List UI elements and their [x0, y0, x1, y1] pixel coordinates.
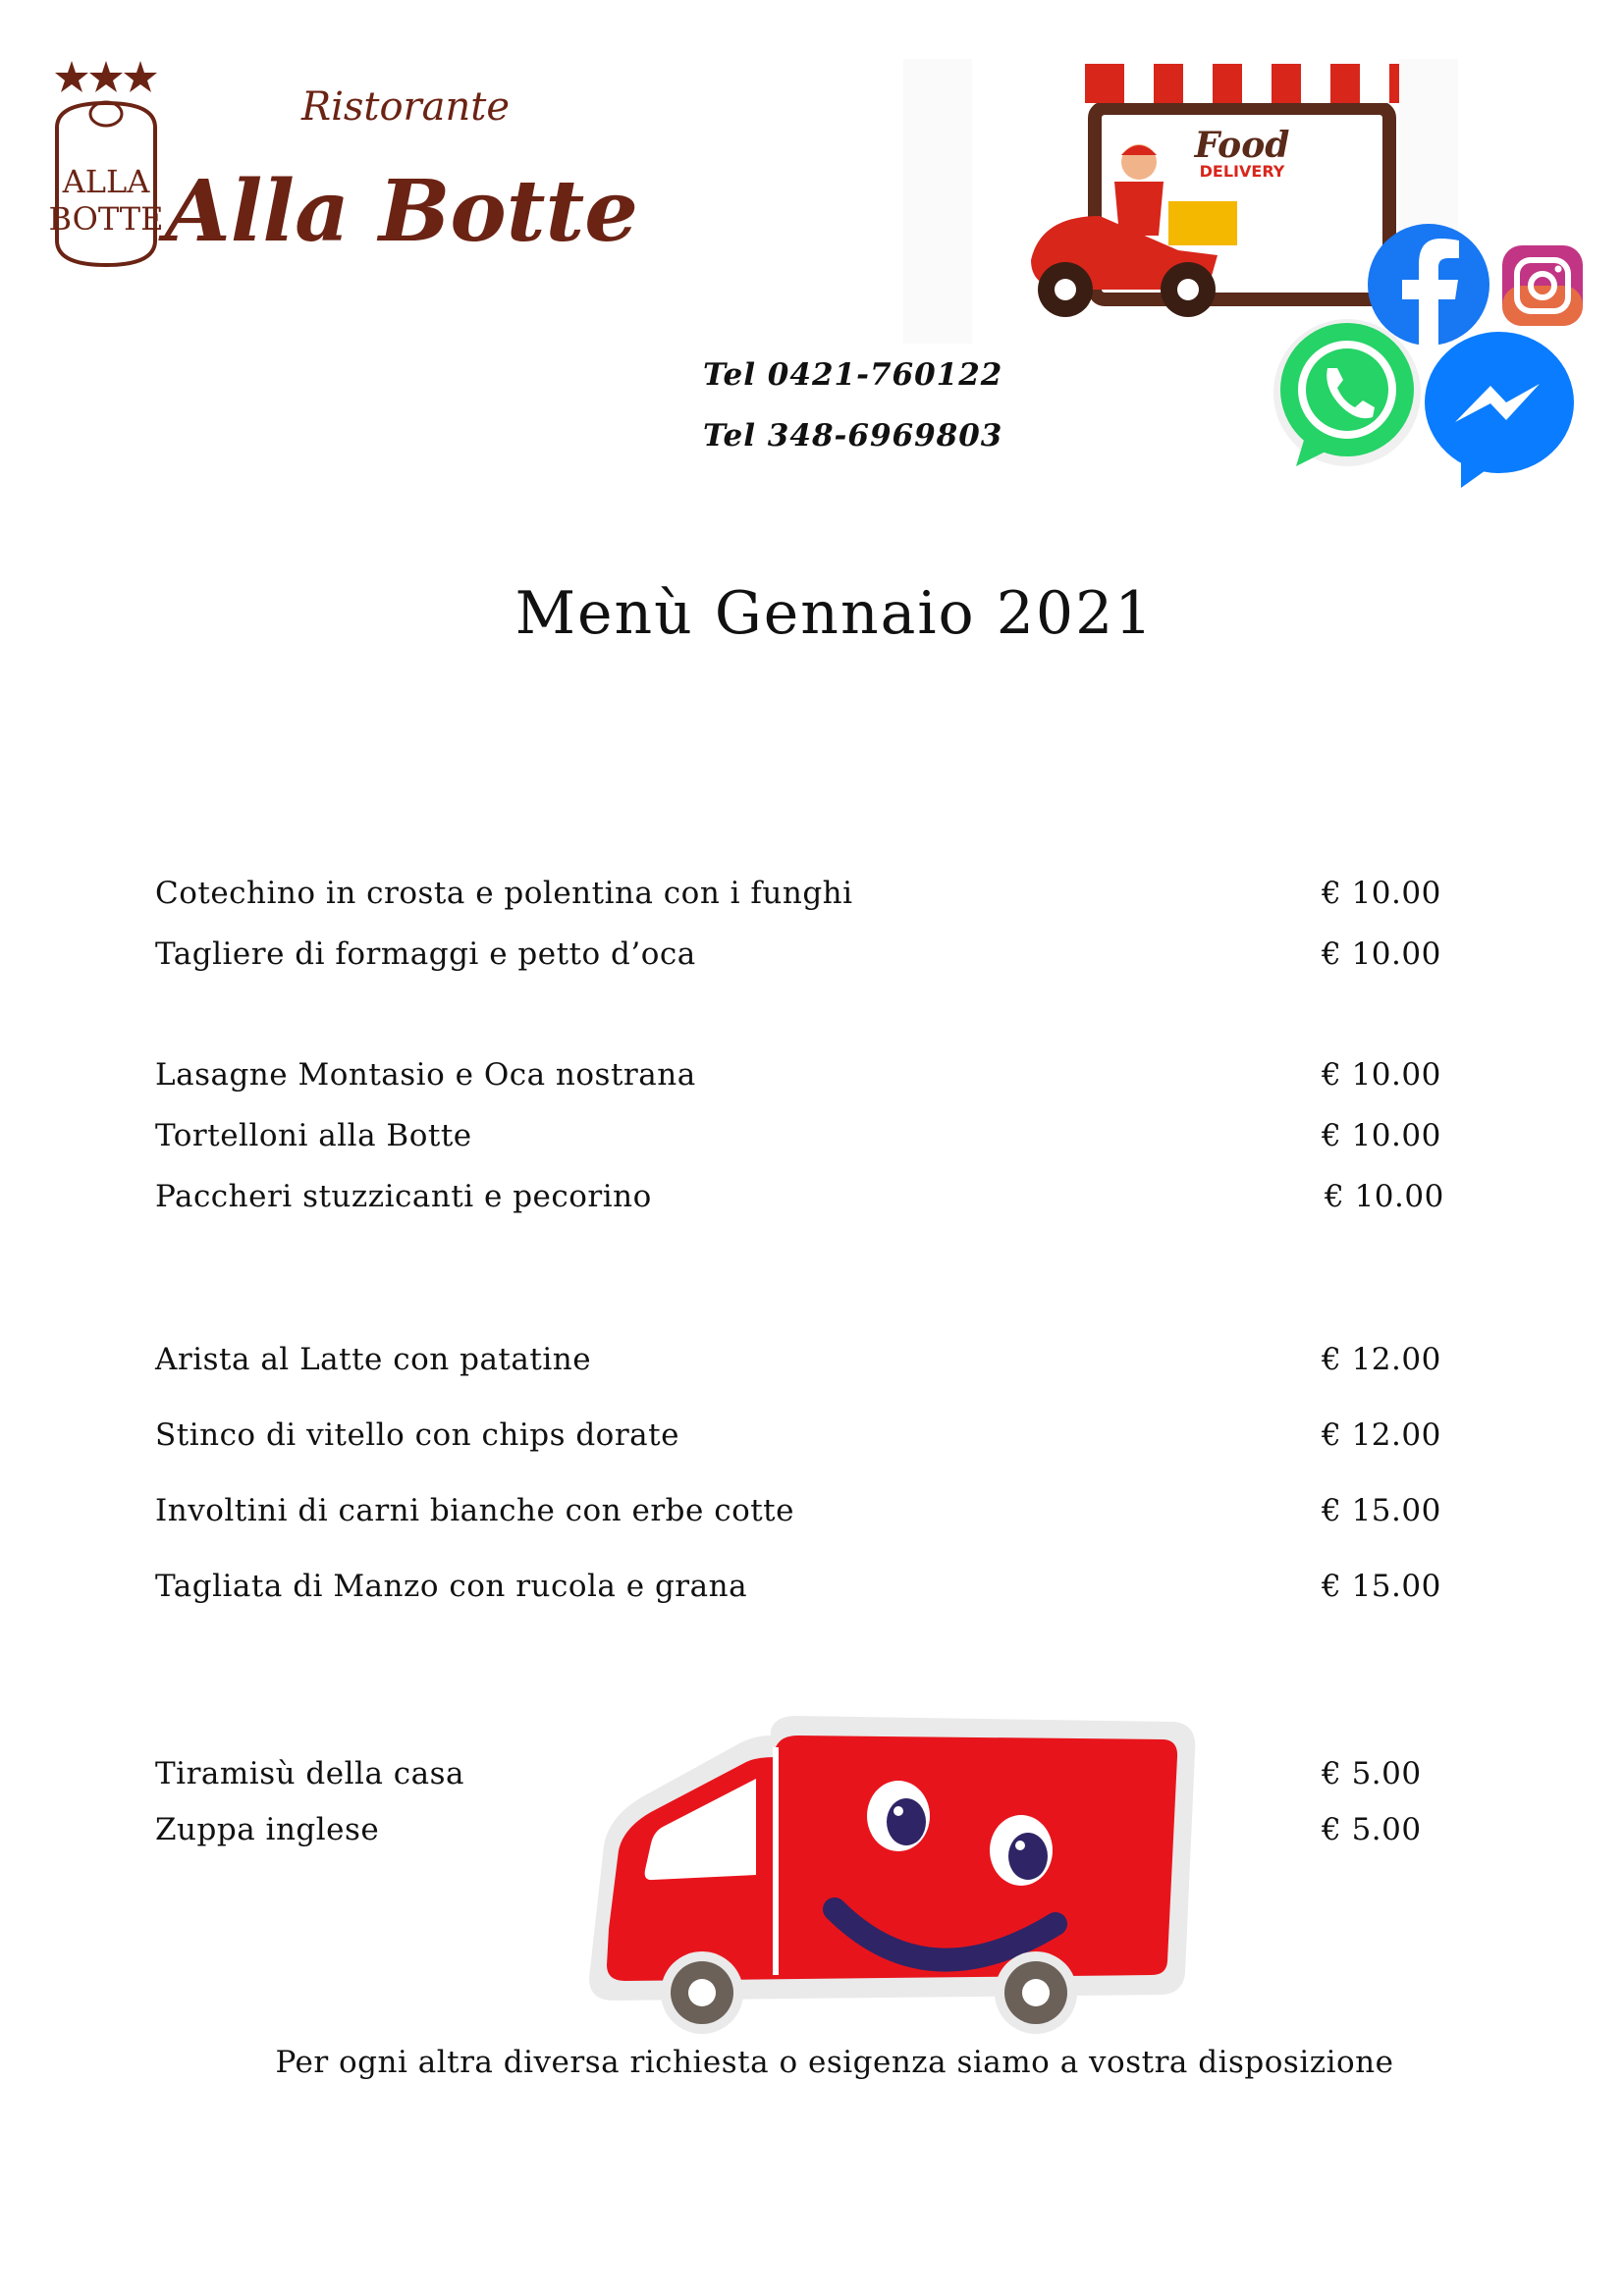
menu-title: Menù Gennaio 2021	[514, 579, 1155, 648]
delivery-sign-food: Food	[1194, 125, 1290, 166]
menu-item-name: Cotechino in crosta e polentina con i funghi	[155, 876, 853, 911]
menu-item-name: Lasagne Montasio e Oca nostrana	[155, 1057, 696, 1093]
menu-item-price: € 10.00	[1322, 876, 1441, 911]
menu-item	[155, 1057, 1461, 1100]
menu-item-name: Tagliere di formaggi e petto d’oca	[155, 936, 696, 972]
restaurant-logo	[27, 49, 793, 285]
logo-emblem-text-1: ALLA	[62, 163, 150, 200]
menu-item	[155, 936, 1461, 980]
menu-item	[155, 1569, 1461, 1612]
menu-item-name: Tagliata di Manzo con rucola e grana	[155, 1569, 748, 1604]
menu-item-name: Involtini di carni bianche con erbe cotte	[155, 1493, 794, 1528]
menu-item-price: € 5.00	[1322, 1812, 1422, 1847]
menu-item	[155, 1118, 1461, 1161]
instagram-icon[interactable]	[1502, 245, 1583, 326]
menu-item-price: € 10.00	[1322, 936, 1441, 972]
menu-item-name: Tiramisù della casa	[155, 1756, 465, 1791]
menu-item-price: € 10.00	[1322, 1057, 1441, 1093]
menu-item-name: Tortelloni alla Botte	[155, 1118, 472, 1153]
menu-item	[155, 876, 1461, 919]
menu-item-price: € 10.00	[1325, 1179, 1444, 1214]
delivery-sign-delivery: DELIVERY	[1199, 162, 1285, 181]
menu-item-price: € 10.00	[1322, 1118, 1441, 1153]
phone-number-1[interactable]: Tel 0421-760122	[703, 357, 1003, 393]
menu-item-price: € 15.00	[1322, 1569, 1441, 1604]
social-icons	[1257, 221, 1591, 491]
menu-item-price: € 12.00	[1322, 1342, 1441, 1377]
logo-ristorante: Ristorante	[300, 84, 511, 130]
menu-item-price: € 5.00	[1322, 1756, 1422, 1791]
menu-item-name: Arista al Latte con patatine	[155, 1342, 592, 1377]
awning-icon	[1085, 64, 1399, 103]
menu-item-name: Stinco di vitello con chips dorate	[155, 1417, 679, 1453]
menu-item	[155, 1342, 1461, 1385]
whatsapp-icon[interactable]	[1273, 319, 1421, 466]
facebook-icon[interactable]	[1368, 224, 1489, 346]
menu-item-name: Zuppa inglese	[155, 1812, 380, 1847]
menu-item-name: Paccheri stuzzicanti e pecorino	[155, 1179, 652, 1214]
smiling-truck-illustration	[574, 1708, 1203, 2042]
menu-item	[155, 1493, 1461, 1536]
footer-note: Per ogni altra diversa richiesta o esigenza siamo a vostra disposizione	[275, 2045, 1394, 2080]
menu-item	[155, 1179, 1461, 1222]
menu-item-price: € 12.00	[1322, 1417, 1441, 1453]
phone-number-2[interactable]: Tel 348-6969803	[703, 418, 1003, 454]
menu-item	[155, 1417, 1461, 1461]
messenger-icon[interactable]	[1425, 332, 1574, 488]
logo-emblem-text-2: BOTTE	[48, 200, 164, 238]
logo-name: Alla Botte	[165, 162, 638, 261]
menu-item-price: € 15.00	[1322, 1493, 1441, 1528]
